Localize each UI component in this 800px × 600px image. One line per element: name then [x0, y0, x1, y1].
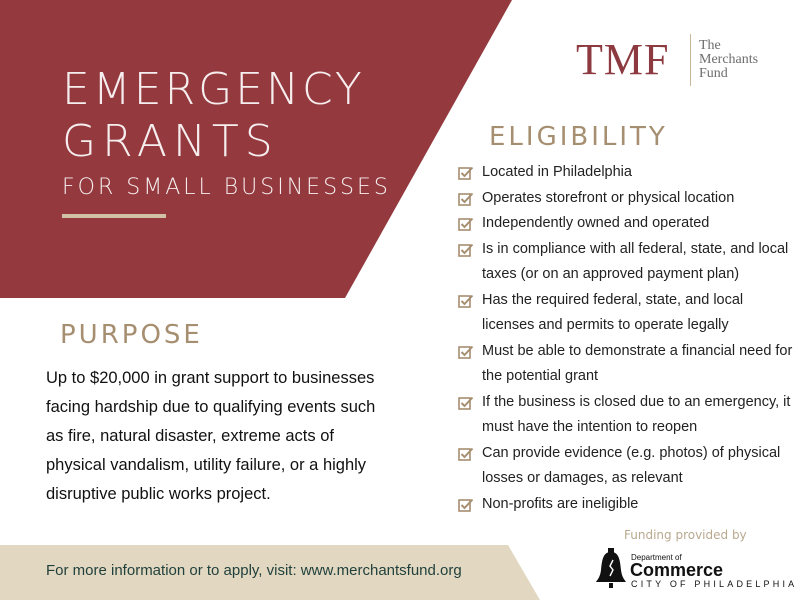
checkbox-check-icon [458, 344, 474, 360]
checkbox-check-icon [458, 191, 474, 207]
checkbox-check-icon [458, 395, 474, 411]
eligibility-item [458, 339, 793, 390]
logo-divider [690, 34, 691, 86]
title-underline [62, 214, 166, 218]
eligibility-item [458, 186, 793, 212]
eligibility-item [458, 288, 793, 339]
eligibility-item [458, 441, 793, 492]
department-of-label: Department of [631, 553, 682, 562]
footer-apply-text: For more information or to apply, visit: www.merchantsfund.org [46, 562, 462, 579]
eligibility-item-text: Can provide evidence (e.g. photos) of physical losses or damages, as relevant [482, 444, 781, 486]
eligibility-item [458, 390, 793, 441]
eligibility-item-text: Operates storefront or physical location [482, 189, 735, 206]
checkbox-check-icon [458, 293, 474, 309]
city-label: CITY OF PHILADELPHIA [631, 579, 798, 589]
funding-label: Funding provided by [624, 528, 747, 542]
purpose-heading: PURPOSE [60, 320, 203, 350]
eligibility-item-text: Independently owned and operated [482, 215, 710, 231]
eligibility-item [458, 237, 793, 288]
eligibility-item-text: If the business is closed due to an emergency, it must have the intention to reopen [482, 393, 791, 435]
eligibility-item-text: Located in Philadelphia [482, 164, 632, 180]
hero-title-line-1: EMERGENCY [62, 64, 365, 115]
commerce-label: Commerce [630, 560, 724, 580]
checkbox-check-icon [458, 216, 474, 232]
checkbox-check-icon [458, 446, 474, 462]
eligibility-item [458, 492, 793, 518]
hero-title-line-2: GRANTS [62, 116, 279, 167]
eligibility-item-text: Is in compliance with all federal, state, and local taxes (or on an approved payment plan) [482, 240, 789, 282]
eligibility-heading: ELIGIBILITY [489, 122, 668, 152]
logo-mark: TMF [576, 35, 670, 84]
liberty-bell-icon [594, 548, 628, 590]
checkbox-check-icon [458, 165, 474, 181]
eligibility-item-text: Must be able to demonstrate a financial need for the potential grant [482, 342, 793, 384]
eligibility-item [458, 160, 793, 186]
logo-name-line-1: The [699, 38, 721, 53]
checkbox-check-icon [458, 242, 474, 258]
eligibility-item [458, 211, 793, 237]
hero-subtitle: FOR SMALL BUSINESSES [62, 175, 391, 200]
eligibility-item-text: Non-profits are ineligible [482, 495, 639, 512]
logo-name-line-3: Fund [699, 66, 728, 81]
purpose-text: Up to $20,000 in grant support to businesses facing hardship due to qualifying events such as fire, natural disaster, extreme acts of physical vandalism, utility failure, or a highly disruptive public works project. [46, 369, 376, 503]
logo-name-line-2: Merchants [699, 52, 759, 67]
eligibility-item-text: Has the required federal, state, and local licenses and permits to operate legally [482, 291, 744, 333]
checkbox-check-icon [458, 497, 474, 513]
eligibility-list [458, 160, 793, 517]
